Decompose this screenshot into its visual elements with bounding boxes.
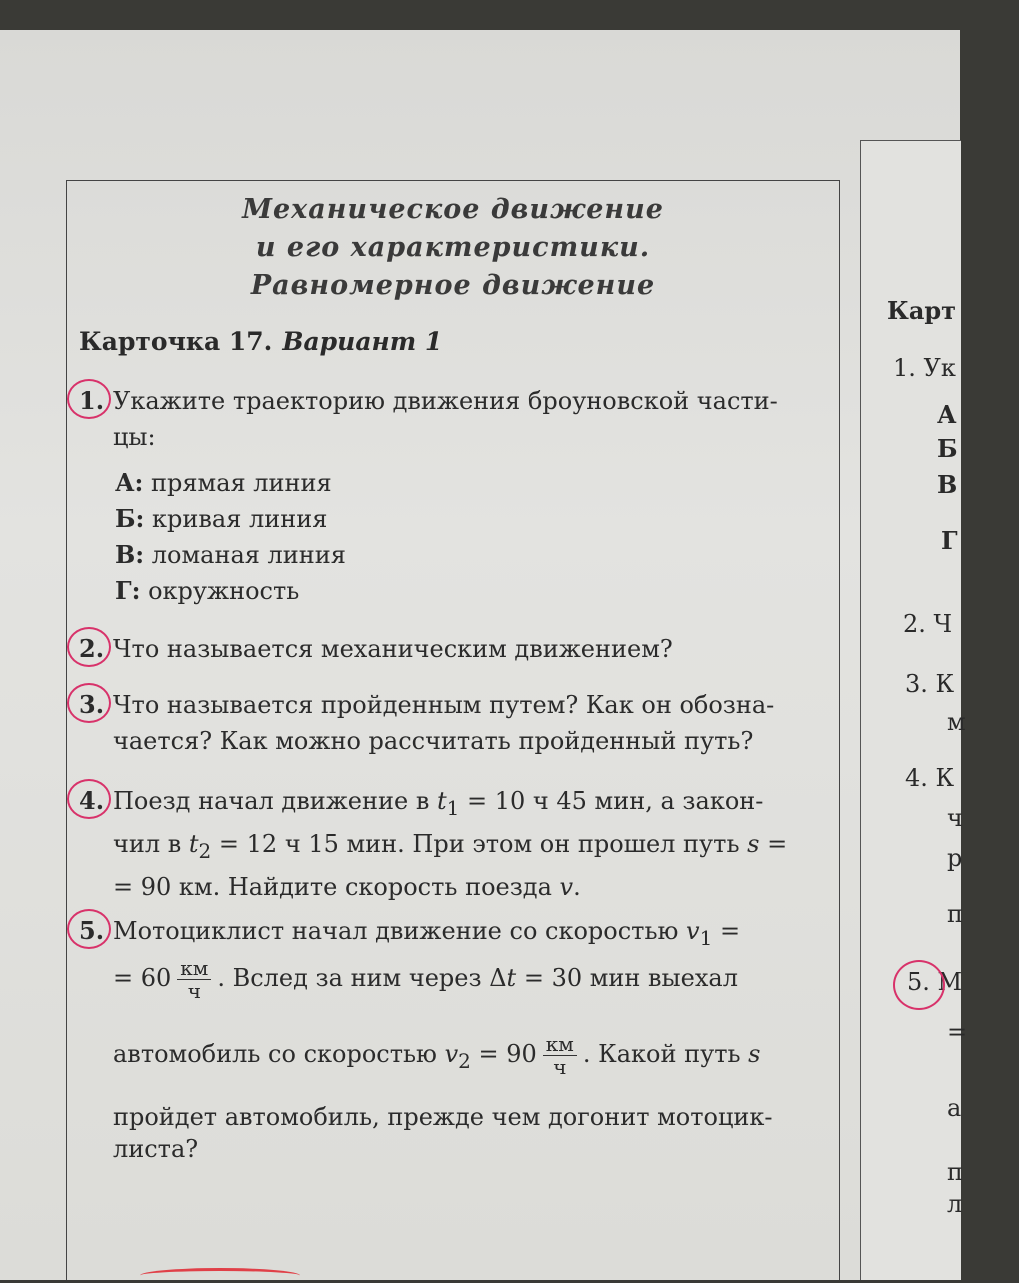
- option-d-text: окружность: [148, 577, 300, 605]
- neighbor-q5-cont1: =: [947, 1018, 968, 1046]
- neighbor-q5: 5. М: [907, 968, 963, 996]
- question-1-text-line-1: Укажите траекторию движения броуновской части-: [113, 387, 778, 415]
- question-5-line-3: автомобиль со скоростью $v_2 = 90$ $\frac{км}{ч}$ . Какой путь s: [113, 1032, 761, 1079]
- red-pen-mark: [140, 1268, 300, 1283]
- question-1-text-line-2: цы:: [113, 423, 156, 451]
- task-card: [66, 180, 840, 1280]
- variant-label: Вариант 1: [282, 327, 443, 356]
- question-2-circle-mark: [67, 627, 111, 667]
- option-b-letter: Б:: [115, 504, 145, 533]
- neighbor-q5-cont4: л: [947, 1190, 963, 1218]
- title-line-2: и его характеристики.: [255, 232, 651, 263]
- unit-fraction-2: $\frac{км}{ч}$: [543, 1033, 577, 1078]
- neighbor-q4: 4. К: [905, 764, 955, 792]
- question-2-number: 2.: [79, 631, 113, 667]
- option-c: [115, 537, 346, 573]
- neighbor-q3-cont: м: [947, 708, 966, 736]
- question-5-line-2: = 60 $\frac{км}{ч}$ . Вслед за ним через Δt = 30 мин выехал: [113, 956, 738, 1003]
- question-5: [79, 913, 831, 956]
- title-line-1: Механическое движение: [242, 194, 664, 225]
- option-a-letter: А:: [115, 468, 144, 497]
- neighbor-q4-cont3: п: [947, 900, 963, 928]
- neighbor-q3: 3. К: [905, 670, 955, 698]
- option-d-letter: Г:: [115, 576, 141, 605]
- option-b-text: кривая линия: [152, 505, 328, 533]
- neighbor-q5-cont2: а: [947, 1094, 962, 1122]
- question-4-line-1: Поезд начал движение в $t_1 = 10$ ч 45 мин, а закон-: [113, 787, 764, 820]
- question-2: [79, 631, 831, 667]
- neighbor-opt-c: В: [937, 470, 958, 499]
- question-3-circle-mark: [67, 683, 111, 723]
- question-4-line-3: = 90 км. Найдите скорость поезда v.: [113, 872, 581, 901]
- neighbor-q1: 1. Ук: [893, 354, 956, 382]
- question-5-line-1: Мотоциклист начал движение со скоростью $v_1$ =: [113, 917, 741, 950]
- option-b: [115, 501, 327, 537]
- option-c-letter: В:: [115, 540, 145, 569]
- question-3: [79, 687, 831, 759]
- card-title: [67, 191, 839, 305]
- question-3-number: 3.: [79, 687, 113, 723]
- neighbor-q4-cont2: р: [947, 844, 963, 872]
- title-line-3: Равномерное движение: [250, 270, 656, 301]
- neighbor-opt-d: Г: [941, 526, 958, 555]
- neighbor-top-border: [861, 140, 961, 141]
- question-4-circle-mark: [67, 779, 111, 819]
- unit-fraction-1: $\frac{км}{ч}$: [177, 957, 211, 1002]
- neighbor-card-header: Карт: [887, 296, 957, 325]
- neighbor-q4-cont1: ч: [947, 804, 963, 832]
- card-header: [79, 327, 442, 356]
- question-4-number: 4.: [79, 783, 113, 819]
- option-a: [115, 465, 332, 501]
- question-5-line-5: листа?: [113, 1135, 199, 1163]
- question-1-number: 1.: [79, 383, 113, 419]
- neighbor-q2: 2. Ч: [903, 610, 953, 638]
- option-a-text: прямая линия: [151, 469, 332, 497]
- question-5-number: 5.: [79, 913, 113, 949]
- card-number: Карточка 17.: [79, 327, 273, 356]
- question-3-text-line-2: чается? Как можно рассчитать пройденный путь?: [113, 727, 754, 755]
- question-5-line-4: пройдет автомобиль, прежде чем догонит мотоцик-: [113, 1103, 773, 1131]
- neighbor-opt-a: А: [937, 400, 957, 429]
- neighbor-q5-circle: [893, 960, 945, 1010]
- question-4: [79, 783, 831, 905]
- option-d: [115, 573, 299, 609]
- question-4-line-2: чил в $t_2 = 12$ ч 15 мин. При этом он прошел путь s =: [113, 829, 788, 863]
- question-1-circle-mark: [67, 379, 111, 419]
- question-2-text: Что называется механическим движением?: [113, 635, 673, 663]
- question-1: [79, 383, 831, 455]
- option-c-text: ломаная линия: [151, 541, 346, 569]
- neighbor-page: [860, 140, 968, 1280]
- neighbor-opt-b: Б: [937, 434, 958, 463]
- question-3-text-line-1: Что называется пройденным путем? Как он обозна-: [113, 691, 775, 719]
- question-5-circle-mark: [67, 909, 111, 949]
- neighbor-q5-cont3: п: [947, 1158, 963, 1186]
